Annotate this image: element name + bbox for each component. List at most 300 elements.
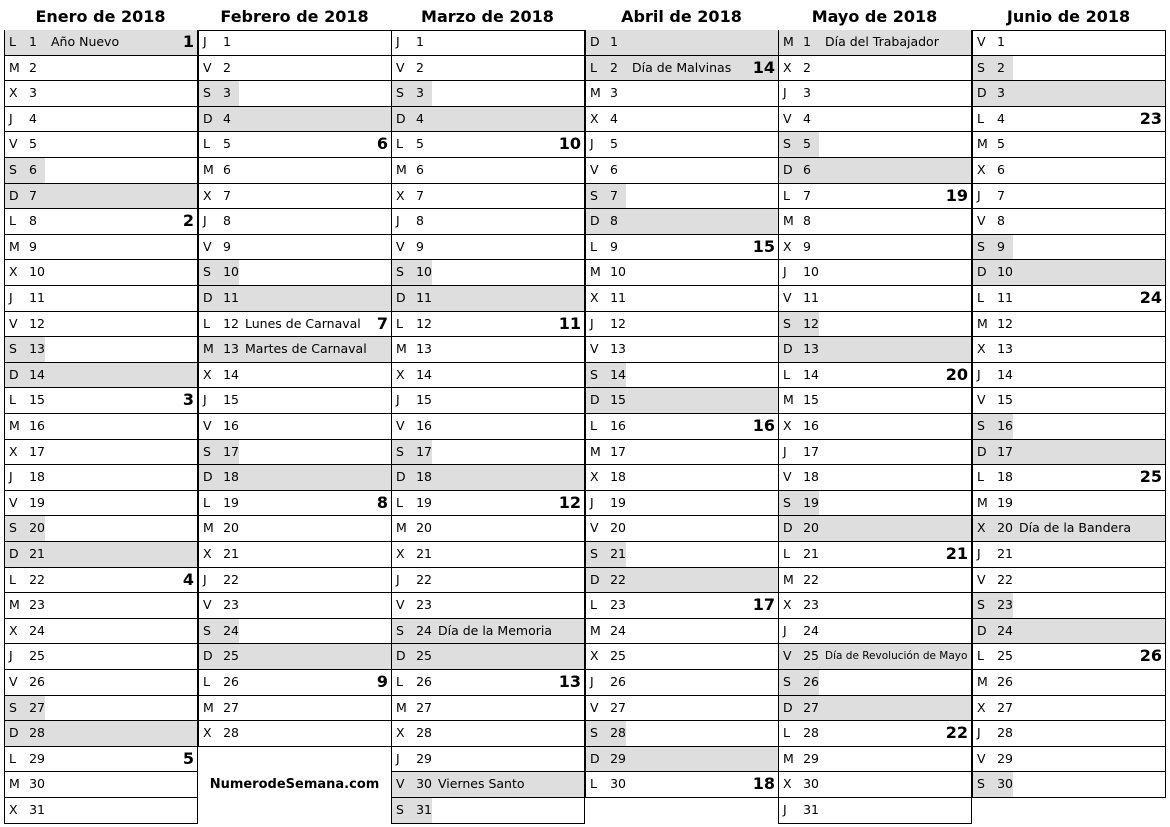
- day-number: 19: [29, 494, 45, 510]
- day-row: [199, 132, 391, 158]
- day-row: [779, 772, 971, 798]
- day-row: [586, 465, 778, 491]
- day-row: [5, 747, 197, 773]
- day-number: 3: [610, 85, 618, 101]
- weekday: V: [783, 469, 792, 485]
- weekday: D: [590, 213, 600, 229]
- weekday: M: [783, 213, 794, 229]
- day-row: [973, 30, 1165, 56]
- weekday: V: [977, 213, 986, 229]
- weekday: M: [9, 597, 20, 613]
- weekday: V: [9, 494, 18, 510]
- weekday: L: [396, 136, 403, 152]
- weekday: J: [203, 34, 207, 49]
- day-row: [392, 696, 584, 722]
- day-number: 16: [803, 418, 819, 433]
- week-number: 9: [376, 672, 388, 691]
- weekday: J: [396, 34, 400, 49]
- day-row: [779, 670, 971, 696]
- day-row: [392, 491, 584, 517]
- day-number: 28: [29, 725, 45, 741]
- weekday: X: [203, 725, 212, 741]
- week-number: 1: [182, 32, 194, 51]
- day-row: [973, 568, 1165, 594]
- day-row: [5, 593, 197, 619]
- day-number: 30: [29, 776, 45, 792]
- weekday: S: [977, 418, 985, 433]
- day-row: [779, 209, 971, 235]
- month-title: Abril de 2018: [621, 7, 742, 26]
- day-row: [199, 260, 391, 286]
- day-number: 20: [997, 520, 1013, 536]
- weekday: M: [783, 750, 794, 766]
- day-number: 9: [803, 238, 811, 254]
- weekday: M: [590, 443, 601, 459]
- weekday: X: [396, 187, 405, 203]
- day-number: 9: [997, 238, 1005, 254]
- day-row: [586, 132, 778, 158]
- weekday: X: [783, 59, 792, 75]
- day-row: [779, 721, 971, 747]
- weekday: J: [590, 674, 594, 689]
- day-row: [392, 516, 584, 542]
- day-row: [199, 516, 391, 542]
- weekday: V: [203, 59, 212, 75]
- day-number: 8: [223, 213, 231, 229]
- week-number: 17: [752, 595, 775, 615]
- day-row: [392, 414, 584, 440]
- weekday: M: [9, 776, 20, 792]
- day-number: 16: [223, 418, 239, 433]
- day-number: 11: [997, 290, 1013, 305]
- month-title: Febrero de 2018: [220, 7, 369, 26]
- day-row: [779, 235, 971, 261]
- weekday: M: [396, 699, 407, 715]
- day-number: 15: [997, 392, 1013, 408]
- day-number: 19: [803, 494, 819, 510]
- day-row: [199, 491, 391, 517]
- weekday: X: [396, 725, 405, 741]
- day-number: 17: [223, 443, 239, 459]
- day-number: 7: [610, 187, 618, 203]
- day-number: 13: [416, 341, 432, 357]
- day-number: 12: [997, 315, 1013, 331]
- day-row: [779, 158, 971, 184]
- day-row: [392, 107, 584, 133]
- day-row: [5, 721, 197, 747]
- weekday: J: [590, 494, 594, 510]
- week-number: 21: [945, 544, 968, 563]
- day-number: 16: [997, 418, 1013, 433]
- weekday: S: [396, 802, 404, 817]
- day-row: [779, 747, 971, 773]
- weekday: X: [977, 699, 986, 715]
- day-number: 31: [416, 802, 432, 817]
- day-number: 5: [997, 136, 1005, 152]
- day-row: [586, 337, 778, 363]
- day-number: 27: [803, 699, 819, 715]
- day-number: 15: [610, 392, 626, 408]
- day-number: 24: [416, 622, 432, 638]
- day-number: 25: [223, 648, 239, 664]
- day-row: [199, 30, 391, 56]
- day-number: 4: [803, 110, 811, 126]
- weekday: L: [203, 674, 210, 689]
- day-row: [5, 619, 197, 645]
- holiday-label: Lunes de Carnaval: [245, 315, 361, 331]
- day-row: [973, 81, 1165, 107]
- day-row: [586, 363, 778, 389]
- day-row: [199, 312, 391, 338]
- day-number: 28: [803, 725, 819, 741]
- day-row: [586, 235, 778, 261]
- weekday: L: [590, 59, 597, 75]
- day-number: 5: [223, 136, 231, 152]
- day-row: [199, 81, 391, 107]
- day-number: 6: [997, 162, 1005, 177]
- day-row: [199, 593, 391, 619]
- weekday: L: [590, 238, 597, 254]
- weekday: X: [9, 622, 18, 638]
- weekday: M: [203, 162, 214, 177]
- day-row: [779, 30, 971, 56]
- day-number: 6: [610, 162, 618, 177]
- weekday: M: [977, 674, 988, 689]
- weekday: M: [783, 392, 794, 408]
- day-row: [586, 619, 778, 645]
- day-number: 1: [29, 34, 37, 49]
- day-number: 28: [416, 725, 432, 741]
- weekday: V: [396, 597, 405, 613]
- weekday: J: [9, 469, 13, 485]
- day-row: [5, 542, 197, 568]
- day-row: [392, 644, 584, 670]
- day-row: [5, 312, 197, 338]
- day-number: 12: [223, 315, 239, 331]
- weekday: D: [783, 162, 793, 177]
- day-number: 23: [223, 597, 239, 613]
- day-number: 20: [29, 520, 45, 536]
- day-number: 23: [416, 597, 432, 613]
- weekday: J: [783, 802, 787, 817]
- weekday: X: [9, 802, 18, 817]
- weekday: J: [396, 392, 400, 408]
- weekday: J: [203, 571, 207, 587]
- day-row: [586, 542, 778, 568]
- day-number: 23: [610, 597, 626, 613]
- weekday: V: [9, 136, 18, 152]
- day-number: 10: [803, 264, 819, 280]
- weekday: X: [9, 85, 18, 101]
- day-number: 22: [416, 571, 432, 587]
- day-row: [5, 56, 197, 82]
- weekday: D: [977, 85, 987, 101]
- weekday: D: [590, 571, 600, 587]
- day-row: [586, 158, 778, 184]
- day-row: [5, 414, 197, 440]
- week-number: 7: [376, 313, 388, 333]
- weekday: L: [783, 725, 790, 741]
- day-number: 9: [223, 238, 231, 254]
- weekday: D: [977, 264, 987, 280]
- day-number: 15: [416, 392, 432, 408]
- day-row: [586, 440, 778, 466]
- day-row: [199, 696, 391, 722]
- day-row: [392, 721, 584, 747]
- day-number: 7: [223, 187, 231, 203]
- day-number: 18: [610, 469, 626, 485]
- weekday: L: [203, 136, 210, 152]
- day-number: 12: [416, 315, 432, 331]
- day-number: 27: [416, 699, 432, 715]
- weekday: X: [203, 187, 212, 203]
- weekday: S: [590, 366, 598, 382]
- day-number: 26: [416, 674, 432, 689]
- day-row: [973, 542, 1165, 568]
- day-number: 17: [29, 443, 45, 459]
- day-row: [779, 542, 971, 568]
- weekday: L: [203, 494, 210, 510]
- day-row: [973, 491, 1165, 517]
- day-row: [779, 337, 971, 363]
- weekday: D: [783, 699, 793, 715]
- weekday: M: [396, 162, 407, 177]
- day-row: [392, 593, 584, 619]
- week-number: 5: [182, 748, 194, 768]
- day-number: 20: [416, 520, 432, 536]
- day-number: 3: [416, 85, 424, 101]
- site-credit: NumerodeSemana.com: [209, 777, 380, 793]
- weekday: S: [783, 136, 791, 152]
- weekday: L: [396, 494, 403, 510]
- day-number: 2: [610, 59, 618, 75]
- day-number: 9: [416, 238, 424, 254]
- day-number: 6: [29, 162, 37, 177]
- day-row: [586, 414, 778, 440]
- day-number: 10: [610, 264, 626, 280]
- day-row: [973, 235, 1165, 261]
- day-number: 4: [997, 110, 1005, 126]
- day-number: 6: [803, 162, 811, 177]
- day-row: [5, 644, 197, 670]
- day-number: 15: [223, 392, 239, 408]
- day-number: 11: [416, 290, 432, 305]
- day-row: [586, 721, 778, 747]
- day-row: [779, 593, 971, 619]
- weekday: D: [396, 648, 406, 664]
- day-number: 2: [223, 59, 231, 75]
- day-row: [392, 747, 584, 773]
- weekday: L: [977, 469, 984, 485]
- day-number: 31: [803, 802, 819, 817]
- day-row: [199, 235, 391, 261]
- week-number: 22: [945, 723, 968, 743]
- week-number: 16: [752, 416, 775, 435]
- day-row: [199, 184, 391, 210]
- day-row: [779, 465, 971, 491]
- day-number: 30: [803, 776, 819, 792]
- day-row: [392, 235, 584, 261]
- day-number: 27: [997, 699, 1013, 715]
- weekday: D: [9, 725, 19, 741]
- day-number: 14: [223, 366, 239, 382]
- week-number: 26: [1139, 646, 1162, 666]
- day-row: [973, 772, 1165, 798]
- weekday: D: [9, 187, 19, 203]
- week-number: 19: [945, 185, 968, 205]
- day-row: [5, 107, 197, 133]
- weekday: L: [9, 392, 16, 408]
- day-row: [973, 593, 1165, 619]
- weekday: V: [977, 392, 986, 408]
- day-row: [973, 465, 1165, 491]
- day-number: 20: [610, 520, 626, 536]
- day-row: [779, 644, 971, 670]
- day-number: 18: [416, 469, 432, 485]
- day-number: 4: [610, 110, 618, 126]
- day-row: [779, 414, 971, 440]
- day-number: 24: [610, 622, 626, 638]
- weekday: L: [9, 34, 16, 49]
- day-number: 18: [997, 469, 1013, 485]
- day-row: [973, 209, 1165, 235]
- week-number: 15: [752, 236, 775, 256]
- day-number: 8: [997, 213, 1005, 229]
- day-number: 19: [223, 494, 239, 510]
- day-number: 28: [610, 725, 626, 741]
- day-number: 2: [997, 59, 1005, 75]
- weekday: J: [396, 571, 400, 587]
- weekday: L: [203, 315, 210, 331]
- weekday: M: [783, 571, 794, 587]
- day-row: [586, 209, 778, 235]
- day-row: [392, 798, 584, 824]
- day-row: [392, 209, 584, 235]
- day-row: [5, 132, 197, 158]
- weekday: J: [590, 315, 594, 331]
- day-number: 16: [416, 418, 432, 433]
- weekday: V: [783, 290, 792, 305]
- day-row: [586, 388, 778, 414]
- holiday-label: Día de Malvinas: [632, 59, 732, 75]
- weekday: X: [396, 546, 405, 561]
- weekday: M: [396, 520, 407, 536]
- week-number: 8: [376, 492, 388, 512]
- week-number: 18: [752, 774, 775, 794]
- week-number: 2: [182, 211, 194, 231]
- day-row: [973, 721, 1165, 747]
- day-number: 28: [997, 725, 1013, 741]
- day-row: [199, 644, 391, 670]
- day-row: [586, 772, 778, 798]
- day-number: 27: [29, 699, 45, 715]
- day-row: [392, 132, 584, 158]
- day-row: [199, 56, 391, 82]
- day-number: 4: [223, 110, 231, 126]
- week-number: 20: [945, 364, 968, 384]
- weekday: S: [977, 59, 985, 75]
- day-number: 30: [416, 776, 432, 792]
- weekday: X: [203, 546, 212, 561]
- day-row: [199, 158, 391, 184]
- day-row: [199, 388, 391, 414]
- day-number: 5: [803, 136, 811, 152]
- day-row: [5, 235, 197, 261]
- day-number: 22: [803, 571, 819, 587]
- week-number: 23: [1139, 108, 1162, 128]
- weekday: M: [396, 341, 407, 357]
- day-row: [779, 184, 971, 210]
- week-number: 3: [182, 390, 194, 410]
- day-number: 2: [416, 59, 424, 75]
- weekday: V: [977, 571, 986, 587]
- weekday: V: [977, 750, 986, 766]
- day-row: [973, 440, 1165, 466]
- weekday: L: [783, 187, 790, 203]
- weekday: L: [396, 674, 403, 689]
- day-row: [779, 363, 971, 389]
- weekday: D: [590, 750, 600, 766]
- weekday: L: [9, 750, 16, 766]
- month-title: Enero de 2018: [35, 7, 166, 26]
- day-number: 23: [29, 597, 45, 613]
- day-number: 18: [803, 469, 819, 485]
- day-number: 5: [610, 136, 618, 152]
- weekday: V: [396, 776, 405, 792]
- day-row: [973, 132, 1165, 158]
- day-number: 15: [29, 392, 45, 408]
- weekday: L: [590, 776, 597, 792]
- day-row: [392, 440, 584, 466]
- day-number: 1: [610, 34, 618, 49]
- day-row: [586, 260, 778, 286]
- weekday: M: [590, 264, 601, 280]
- weekday: S: [590, 187, 598, 203]
- day-number: 24: [29, 622, 45, 638]
- day-number: 13: [803, 341, 819, 357]
- weekday: M: [9, 418, 20, 433]
- day-row: [5, 440, 197, 466]
- weekday: D: [783, 520, 793, 536]
- weekday: X: [783, 418, 792, 433]
- day-number: 30: [610, 776, 626, 792]
- weekday: L: [783, 546, 790, 561]
- weekday: V: [396, 59, 405, 75]
- weekday: D: [396, 110, 406, 126]
- day-number: 21: [416, 546, 432, 561]
- weekday: D: [203, 110, 213, 126]
- weekday: X: [590, 110, 599, 126]
- day-number: 29: [416, 750, 432, 766]
- day-row: [392, 81, 584, 107]
- weekday: S: [396, 85, 404, 101]
- weekday: J: [783, 264, 787, 280]
- weekday: S: [396, 264, 404, 280]
- weekday: J: [783, 443, 787, 459]
- day-number: 26: [997, 674, 1013, 689]
- month-title: Mayo de 2018: [811, 7, 938, 26]
- weekday: M: [9, 238, 20, 254]
- day-row: [392, 388, 584, 414]
- day-row: [586, 286, 778, 312]
- weekday: D: [977, 443, 987, 459]
- weekday: D: [203, 290, 213, 305]
- weekday: J: [783, 622, 787, 638]
- weekday: S: [590, 725, 598, 741]
- day-row: [199, 363, 391, 389]
- day-number: 13: [29, 341, 45, 357]
- weekday: S: [9, 162, 17, 177]
